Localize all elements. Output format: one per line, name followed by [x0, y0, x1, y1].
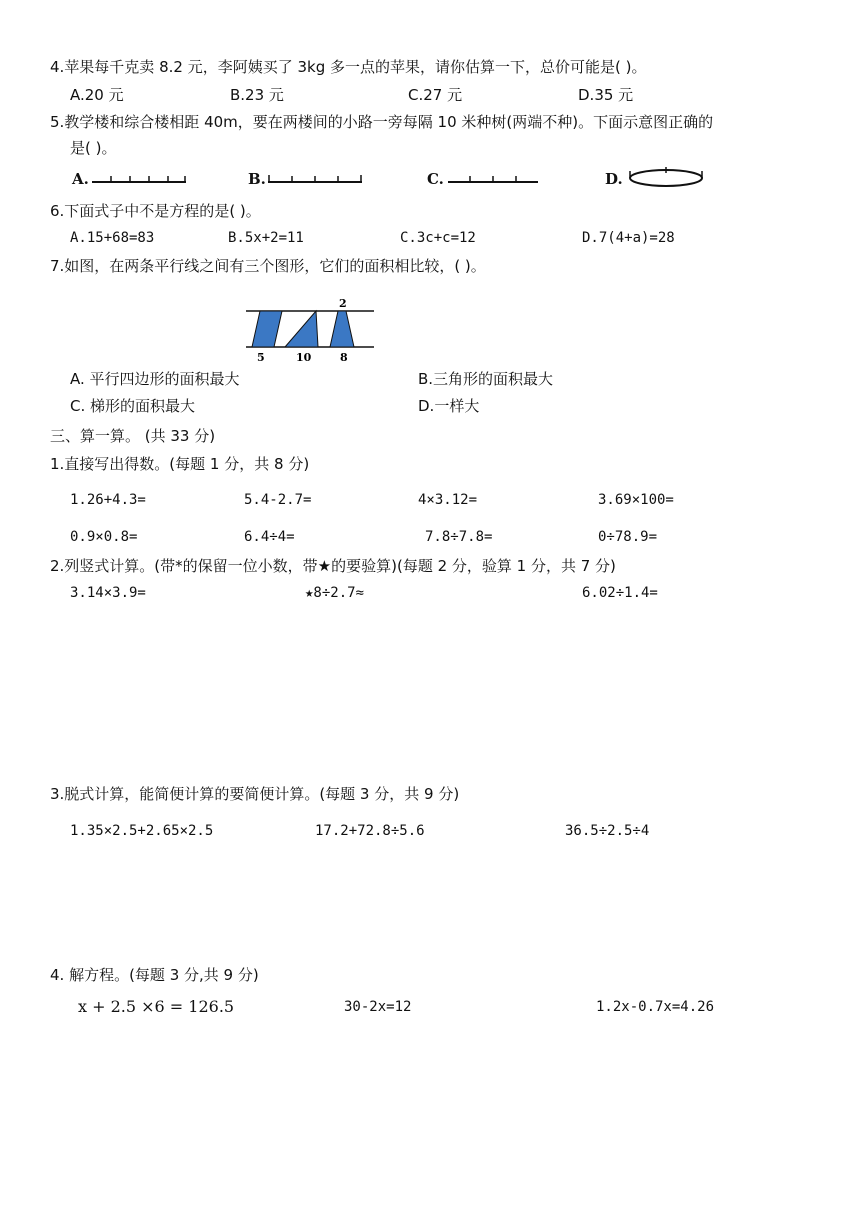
q7-label-bottom-3: 8: [340, 351, 348, 364]
q7-label-top: 2: [339, 297, 347, 310]
p3-item-2: 17.2+72.8÷5.6: [315, 823, 425, 839]
q6-option-d: D.7(4+a)=28: [582, 230, 675, 246]
p2-item-3: 6.02÷1.4=: [582, 585, 658, 601]
p1-item-3: 4×3.12=: [418, 492, 478, 508]
p1-item-6: 6.4÷4=: [244, 529, 295, 545]
part1-title: 1.直接写出得数。(每题 1 分，共 8 分): [50, 455, 310, 473]
p1-item-2: 5.4-2.7=: [244, 492, 312, 508]
q5-option-a-label: A.: [72, 170, 89, 188]
q7-option-d: D.一样大: [418, 397, 480, 415]
q4-stem: 4.苹果每千克卖 8.2 元，李阿姨买了 3kg 多一点的苹果，请你估算一下，总价可能是( )。: [50, 58, 647, 76]
q5-option-b-diagram: [268, 170, 368, 186]
q6-option-b: B.5x+2=11: [228, 230, 304, 246]
p3-item-1: 1.35×2.5+2.65×2.5: [70, 823, 214, 839]
trapezoid-shape: [330, 311, 354, 347]
q6-stem: 6.下面式子中不是方程的是( )。: [50, 202, 261, 220]
p2-item-1: 3.14×3.9=: [70, 585, 146, 601]
p4-item-2: 30-2x=12: [344, 999, 412, 1015]
part2-title: 2.列竖式计算。(带*的保留一位小数，带★的要验算)(每题 2 分，验算 1 分，共 7 分): [50, 557, 616, 575]
q4-option-c: C.27 元: [408, 86, 463, 104]
q5-option-a-diagram: [92, 170, 192, 186]
p1-item-7: 7.8÷7.8=: [425, 529, 493, 545]
p1-item-8: 0÷78.9=: [598, 529, 658, 545]
q5-option-d-label: D.: [605, 170, 623, 188]
q7-label-bottom-2: 10: [296, 351, 312, 364]
p3-item-3: 36.5÷2.5÷4: [565, 823, 650, 839]
p1-item-5: 0.9×0.8=: [70, 529, 138, 545]
q7-figure: [240, 294, 380, 366]
q7-option-b: B.三角形的面积最大: [418, 370, 554, 388]
q5-stem-line1: 5.教学楼和综合楼相距 40m，要在两楼间的小路一旁每隔 10 米种树(两端不种)。下面示意图正确的: [50, 113, 714, 131]
parallelogram-shape: [252, 311, 282, 347]
p2-item-2: ★8÷2.7≈: [305, 585, 365, 601]
q6-option-a: A.15+68=83: [70, 230, 155, 246]
q7-stem: 7.如图，在两条平行线之间有三个图形，它们的面积相比较，( )。: [50, 257, 486, 275]
section3-title: 三、算一算。 (共 33 分): [50, 427, 216, 445]
triangle-shape: [285, 311, 318, 347]
q4-option-b: B.23 元: [230, 86, 284, 104]
q4-option-a: A.20 元: [70, 86, 124, 104]
q5-option-c-label: C.: [427, 170, 444, 188]
q6-option-c: C.3c+c=12: [400, 230, 476, 246]
p4-item-3: 1.2x-0.7x=4.26: [596, 999, 715, 1015]
q7-option-c: C. 梯形的面积最大: [70, 397, 196, 415]
p1-item-4: 3.69×100=: [598, 492, 674, 508]
part3-title: 3.脱式计算，能简便计算的要简便计算。(每题 3 分，共 9 分): [50, 785, 460, 803]
q5-stem-line2: 是( )。: [70, 139, 117, 157]
part4-title: 4. 解方程。(每题 3 分,共 9 分): [50, 966, 259, 984]
p1-item-1: 1.26+4.3=: [70, 492, 146, 508]
q7-label-bottom-1: 5: [257, 351, 265, 364]
q7-option-a: A. 平行四边形的面积最大: [70, 370, 240, 388]
q4-option-d: D.35 元: [578, 86, 634, 104]
p4-item-1: x + 2.5 ×6 = 126.5: [78, 997, 235, 1016]
q5-option-c-diagram: [448, 170, 544, 186]
q5-option-d-diagram: [628, 166, 708, 190]
q5-option-b-label: B.: [248, 170, 266, 188]
